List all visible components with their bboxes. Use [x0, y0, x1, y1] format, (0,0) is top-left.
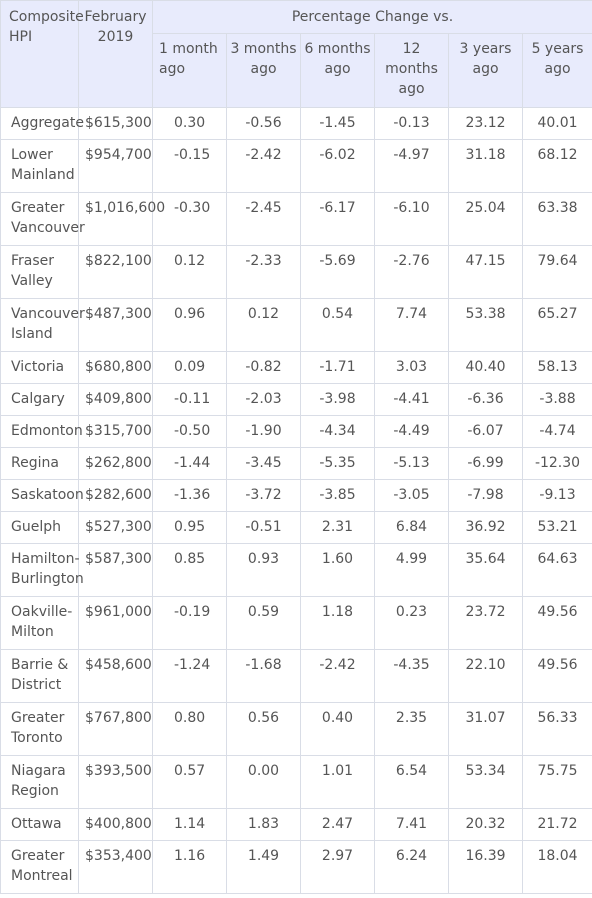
pct-change-cell: 2.35: [375, 703, 449, 756]
pct-change-cell: -6.99: [449, 448, 523, 480]
pct-change-cell: 0.30: [153, 108, 227, 140]
region-name-cell: Niagara Region: [1, 756, 79, 809]
pct-change-cell: 65.27: [523, 299, 592, 352]
pct-change-cell: 40.40: [449, 352, 523, 384]
pct-change-cell: -3.45: [227, 448, 301, 480]
pct-change-cell: 1.18: [301, 597, 375, 650]
pct-change-cell: 64.63: [523, 544, 592, 597]
table-row: [1, 703, 592, 756]
header-period: 12 months ago: [375, 34, 449, 108]
price-cell: $1,016,600: [79, 193, 153, 246]
table-header: [1, 1, 592, 108]
header-period: 3 years ago: [449, 34, 523, 108]
pct-change-cell: -4.74: [523, 416, 592, 448]
pct-change-cell: 0.96: [153, 299, 227, 352]
pct-change-cell: 4.99: [375, 544, 449, 597]
table-row: [1, 480, 592, 512]
pct-change-cell: 7.74: [375, 299, 449, 352]
pct-change-cell: 31.07: [449, 703, 523, 756]
pct-change-cell: -9.13: [523, 480, 592, 512]
region-name-cell: Greater Vancouver: [1, 193, 79, 246]
pct-change-cell: 53.38: [449, 299, 523, 352]
pct-change-cell: 0.56: [227, 703, 301, 756]
pct-change-cell: 36.92: [449, 512, 523, 544]
table-row: [1, 448, 592, 480]
pct-change-cell: 25.04: [449, 193, 523, 246]
price-cell: $822,100: [79, 246, 153, 299]
pct-change-cell: 0.80: [153, 703, 227, 756]
pct-change-cell: -6.07: [449, 416, 523, 448]
region-name-cell: Lower Mainland: [1, 140, 79, 193]
pct-change-cell: 6.24: [375, 841, 449, 894]
pct-change-cell: 0.57: [153, 756, 227, 809]
region-name-cell: Victoria: [1, 352, 79, 384]
price-cell: $527,300: [79, 512, 153, 544]
pct-change-cell: 0.85: [153, 544, 227, 597]
price-cell: $282,600: [79, 480, 153, 512]
header-period: 1 month ago: [153, 34, 227, 108]
pct-change-cell: -1.24: [153, 650, 227, 703]
pct-change-cell: -2.76: [375, 246, 449, 299]
pct-change-cell: -0.11: [153, 384, 227, 416]
table-row: [1, 193, 592, 246]
pct-change-cell: -2.03: [227, 384, 301, 416]
price-cell: $400,800: [79, 809, 153, 841]
pct-change-cell: -1.36: [153, 480, 227, 512]
pct-change-cell: 40.01: [523, 108, 592, 140]
pct-change-cell: 0.59: [227, 597, 301, 650]
pct-change-cell: 2.47: [301, 809, 375, 841]
table-row: [1, 299, 592, 352]
pct-change-cell: 47.15: [449, 246, 523, 299]
pct-change-cell: -7.98: [449, 480, 523, 512]
price-cell: $393,500: [79, 756, 153, 809]
pct-change-cell: -3.88: [523, 384, 592, 416]
table-row: [1, 597, 592, 650]
pct-change-cell: 7.41: [375, 809, 449, 841]
price-cell: $409,800: [79, 384, 153, 416]
pct-change-cell: 0.23: [375, 597, 449, 650]
pct-change-cell: -0.82: [227, 352, 301, 384]
pct-change-cell: 58.13: [523, 352, 592, 384]
pct-change-cell: 1.01: [301, 756, 375, 809]
pct-change-cell: 63.38: [523, 193, 592, 246]
price-cell: $954,700: [79, 140, 153, 193]
region-name-cell: Greater Toronto: [1, 703, 79, 756]
region-name-cell: Vancouver Island: [1, 299, 79, 352]
pct-change-cell: -1.68: [227, 650, 301, 703]
table-row: [1, 544, 592, 597]
pct-change-cell: 1.83: [227, 809, 301, 841]
pct-change-cell: -5.35: [301, 448, 375, 480]
header-period: 3 months ago: [227, 34, 301, 108]
pct-change-cell: -0.15: [153, 140, 227, 193]
table-row: [1, 650, 592, 703]
table-row: [1, 416, 592, 448]
price-cell: $587,300: [79, 544, 153, 597]
pct-change-cell: 53.21: [523, 512, 592, 544]
region-name-cell: Fraser Valley: [1, 246, 79, 299]
table-row: [1, 246, 592, 299]
pct-change-cell: -0.56: [227, 108, 301, 140]
pct-change-cell: -4.41: [375, 384, 449, 416]
pct-change-cell: 49.56: [523, 650, 592, 703]
pct-change-cell: -6.17: [301, 193, 375, 246]
pct-change-cell: -0.50: [153, 416, 227, 448]
table-row: [1, 756, 592, 809]
header-period: 5 years ago: [523, 34, 592, 108]
pct-change-cell: -2.42: [301, 650, 375, 703]
pct-change-cell: 79.64: [523, 246, 592, 299]
pct-change-cell: -3.85: [301, 480, 375, 512]
price-cell: $458,600: [79, 650, 153, 703]
region-name-cell: Saskatoon: [1, 480, 79, 512]
pct-change-cell: -2.42: [227, 140, 301, 193]
region-name-cell: Aggregate: [1, 108, 79, 140]
pct-change-cell: -3.98: [301, 384, 375, 416]
pct-change-cell: -6.10: [375, 193, 449, 246]
pct-change-cell: -5.13: [375, 448, 449, 480]
pct-change-cell: 53.34: [449, 756, 523, 809]
pct-change-cell: 1.60: [301, 544, 375, 597]
pct-change-cell: 2.31: [301, 512, 375, 544]
pct-change-cell: 6.84: [375, 512, 449, 544]
pct-change-cell: 3.03: [375, 352, 449, 384]
pct-change-cell: 21.72: [523, 809, 592, 841]
pct-change-cell: 0.40: [301, 703, 375, 756]
pct-change-cell: 0.09: [153, 352, 227, 384]
pct-change-cell: -4.97: [375, 140, 449, 193]
price-cell: $767,800: [79, 703, 153, 756]
region-name-cell: Oakville-Milton: [1, 597, 79, 650]
table-row: [1, 809, 592, 841]
pct-change-cell: -2.45: [227, 193, 301, 246]
table-row: [1, 841, 592, 894]
pct-change-cell: -4.49: [375, 416, 449, 448]
pct-change-cell: 23.72: [449, 597, 523, 650]
pct-change-cell: -4.35: [375, 650, 449, 703]
price-cell: $680,800: [79, 352, 153, 384]
pct-change-cell: -3.05: [375, 480, 449, 512]
region-name-cell: Hamilton-Burlington: [1, 544, 79, 597]
pct-change-cell: -1.44: [153, 448, 227, 480]
pct-change-cell: 16.39: [449, 841, 523, 894]
table-row: [1, 384, 592, 416]
pct-change-cell: -0.30: [153, 193, 227, 246]
pct-change-cell: -1.71: [301, 352, 375, 384]
pct-change-cell: 49.56: [523, 597, 592, 650]
header-february-2019: February 2019: [79, 1, 153, 108]
price-cell: $262,800: [79, 448, 153, 480]
pct-change-cell: 6.54: [375, 756, 449, 809]
pct-change-cell: 18.04: [523, 841, 592, 894]
table-row: [1, 140, 592, 193]
pct-change-cell: -5.69: [301, 246, 375, 299]
pct-change-cell: -12.30: [523, 448, 592, 480]
pct-change-cell: -6.36: [449, 384, 523, 416]
pct-change-cell: -4.34: [301, 416, 375, 448]
pct-change-cell: 1.14: [153, 809, 227, 841]
region-name-cell: Calgary: [1, 384, 79, 416]
table-row: [1, 108, 592, 140]
pct-change-cell: -0.51: [227, 512, 301, 544]
pct-change-cell: 23.12: [449, 108, 523, 140]
price-cell: $353,400: [79, 841, 153, 894]
region-name-cell: Barrie & District: [1, 650, 79, 703]
pct-change-cell: 0.00: [227, 756, 301, 809]
region-name-cell: Ottawa: [1, 809, 79, 841]
pct-change-cell: 35.64: [449, 544, 523, 597]
pct-change-cell: 20.32: [449, 809, 523, 841]
pct-change-cell: -3.72: [227, 480, 301, 512]
pct-change-cell: 1.16: [153, 841, 227, 894]
table-row: [1, 352, 592, 384]
pct-change-cell: 22.10: [449, 650, 523, 703]
header-period: 6 months ago: [301, 34, 375, 108]
pct-change-cell: 31.18: [449, 140, 523, 193]
pct-change-cell: 0.54: [301, 299, 375, 352]
pct-change-cell: -0.19: [153, 597, 227, 650]
pct-change-cell: -1.90: [227, 416, 301, 448]
pct-change-cell: -6.02: [301, 140, 375, 193]
price-cell: $961,000: [79, 597, 153, 650]
region-name-cell: Edmonton: [1, 416, 79, 448]
pct-change-cell: 0.93: [227, 544, 301, 597]
pct-change-cell: 0.12: [227, 299, 301, 352]
pct-change-cell: 56.33: [523, 703, 592, 756]
pct-change-cell: 68.12: [523, 140, 592, 193]
pct-change-cell: 0.12: [153, 246, 227, 299]
pct-change-cell: -0.13: [375, 108, 449, 140]
pct-change-cell: -1.45: [301, 108, 375, 140]
region-name-cell: Guelph: [1, 512, 79, 544]
pct-change-cell: -2.33: [227, 246, 301, 299]
pct-change-cell: 0.95: [153, 512, 227, 544]
header-composite-hpi: Composite HPI: [1, 1, 79, 108]
price-cell: $615,300: [79, 108, 153, 140]
region-name-cell: Regina: [1, 448, 79, 480]
price-cell: $487,300: [79, 299, 153, 352]
region-name-cell: Greater Montreal: [1, 841, 79, 894]
header-percentage-change: Percentage Change vs.: [153, 1, 592, 34]
table-body: [1, 108, 592, 894]
pct-change-cell: 75.75: [523, 756, 592, 809]
pct-change-cell: 1.49: [227, 841, 301, 894]
pct-change-cell: 2.97: [301, 841, 375, 894]
table-row: [1, 512, 592, 544]
price-cell: $315,700: [79, 416, 153, 448]
